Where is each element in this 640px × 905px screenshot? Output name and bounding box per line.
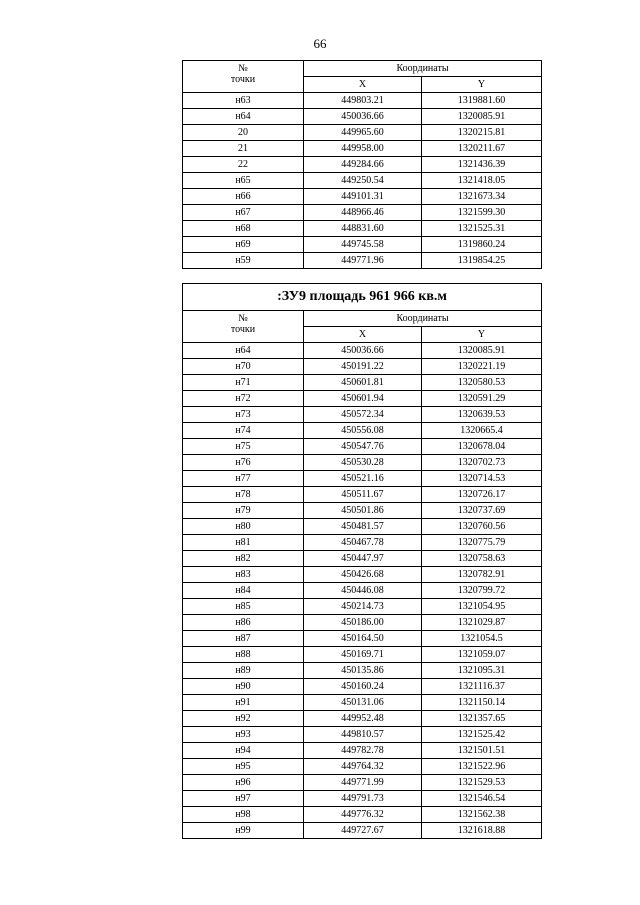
x-cell: 449771.99 [304, 775, 422, 791]
point-id-cell: н72 [183, 391, 304, 407]
y-cell: 1321529.53 [422, 775, 542, 791]
table-row [183, 455, 542, 471]
y-cell: 1320799.72 [422, 583, 542, 599]
table-row [183, 487, 542, 503]
y-cell: 1320760.56 [422, 519, 542, 535]
table-row [183, 775, 542, 791]
point-id-cell: н64 [183, 109, 304, 125]
number-sign: № [238, 313, 248, 324]
table-row [183, 519, 542, 535]
y-cell: 1321116.37 [422, 679, 542, 695]
point-id-cell: н70 [183, 359, 304, 375]
table-row [183, 125, 542, 141]
y-cell: 1320782.91 [422, 567, 542, 583]
point-id-cell: н87 [183, 631, 304, 647]
y-cell: 1320665.4 [422, 423, 542, 439]
x-cell: 450572.34 [304, 407, 422, 423]
point-id-cell: н86 [183, 615, 304, 631]
table-row [183, 567, 542, 583]
y-cell: 1321525.42 [422, 727, 542, 743]
point-id-cell: н82 [183, 551, 304, 567]
x-cell: 449745.58 [304, 237, 422, 253]
x-cell: 450521.16 [304, 471, 422, 487]
point-id-cell: н66 [183, 189, 304, 205]
y-cell: 1321546.54 [422, 791, 542, 807]
point-id-cell: 20 [183, 125, 304, 141]
table-2-body [183, 343, 542, 839]
point-id-cell: н81 [183, 535, 304, 551]
point-id-cell: н91 [183, 695, 304, 711]
x-cell: 450214.73 [304, 599, 422, 615]
table-row [183, 727, 542, 743]
number-sign: № [238, 63, 248, 74]
x-cell: 449771.96 [304, 253, 422, 269]
table-row [183, 807, 542, 823]
x-cell: 449958.00 [304, 141, 422, 157]
point-id-cell: н79 [183, 503, 304, 519]
table-row [183, 679, 542, 695]
coordinates-header: Координаты [304, 61, 542, 77]
point-id-cell: н94 [183, 743, 304, 759]
y-cell: 1320591.29 [422, 391, 542, 407]
point-id-cell: н68 [183, 221, 304, 237]
x-cell: 450447.97 [304, 551, 422, 567]
x-cell: 450446.08 [304, 583, 422, 599]
point-id-cell: н90 [183, 679, 304, 695]
x-cell: 450530.28 [304, 455, 422, 471]
y-cell: 1320639.53 [422, 407, 542, 423]
y-cell: 1321357.65 [422, 711, 542, 727]
y-cell: 1321525.31 [422, 221, 542, 237]
y-cell: 1320726.17 [422, 487, 542, 503]
y-cell: 1321054.95 [422, 599, 542, 615]
coordinates-table-2 [182, 283, 542, 839]
y-cell: 1321501.51 [422, 743, 542, 759]
table-row [183, 647, 542, 663]
y-cell: 1321029.87 [422, 615, 542, 631]
x-cell: 450169.71 [304, 647, 422, 663]
y-cell: 1319881.60 [422, 93, 542, 109]
point-id-cell: н88 [183, 647, 304, 663]
y-cell: 1320580.53 [422, 375, 542, 391]
y-cell: 1321436.39 [422, 157, 542, 173]
y-cell: 1320737.69 [422, 503, 542, 519]
table-row [183, 205, 542, 221]
table-row [183, 823, 542, 839]
table-row [183, 253, 542, 269]
x-cell: 449284.66 [304, 157, 422, 173]
y-cell: 1320758.63 [422, 551, 542, 567]
x-cell: 450426.68 [304, 567, 422, 583]
point-id-cell: н96 [183, 775, 304, 791]
table-row [183, 583, 542, 599]
x-cell: 448966.46 [304, 205, 422, 221]
table-row [183, 391, 542, 407]
point-id-cell: н71 [183, 375, 304, 391]
x-cell: 449250.54 [304, 173, 422, 189]
table-row [183, 375, 542, 391]
x-cell: 449965.60 [304, 125, 422, 141]
x-header: X [304, 77, 422, 93]
y-cell: 1321618.88 [422, 823, 542, 839]
parcel-title: :ЗУ9 площадь 961 966 кв.м [183, 284, 542, 311]
y-cell: 1321599.30 [422, 205, 542, 221]
x-cell: 450164.50 [304, 631, 422, 647]
table-row [183, 141, 542, 157]
y-cell: 1320215.81 [422, 125, 542, 141]
point-label: точки [230, 74, 256, 85]
x-cell: 450036.66 [304, 343, 422, 359]
x-cell: 450160.24 [304, 679, 422, 695]
x-cell: 450191.22 [304, 359, 422, 375]
y-cell: 1320714.53 [422, 471, 542, 487]
y-cell: 1321054.5 [422, 631, 542, 647]
table-row [183, 407, 542, 423]
x-cell: 450601.81 [304, 375, 422, 391]
x-cell: 450556.08 [304, 423, 422, 439]
y-cell: 1320775.79 [422, 535, 542, 551]
x-cell: 450601.94 [304, 391, 422, 407]
point-id-cell: н74 [183, 423, 304, 439]
point-number-header [183, 311, 304, 343]
x-cell: 450186.00 [304, 615, 422, 631]
x-cell: 449776.32 [304, 807, 422, 823]
table-row [183, 189, 542, 205]
y-cell: 1320221.19 [422, 359, 542, 375]
table-row [183, 791, 542, 807]
x-cell: 450501.86 [304, 503, 422, 519]
page-number: 66 [313, 36, 327, 51]
x-cell: 449791.73 [304, 791, 422, 807]
table-row [183, 109, 542, 125]
y-header: Y [422, 327, 542, 343]
x-cell: 449803.21 [304, 93, 422, 109]
x-cell: 450547.76 [304, 439, 422, 455]
point-id-cell: н69 [183, 237, 304, 253]
point-id-cell: н98 [183, 807, 304, 823]
y-cell: 1321418.05 [422, 173, 542, 189]
x-cell: 449810.57 [304, 727, 422, 743]
x-cell: 450036.66 [304, 109, 422, 125]
x-cell: 449764.32 [304, 759, 422, 775]
x-cell: 449952.48 [304, 711, 422, 727]
point-id-cell: н92 [183, 711, 304, 727]
point-id-cell: н84 [183, 583, 304, 599]
point-id-cell: н83 [183, 567, 304, 583]
point-id-cell: н89 [183, 663, 304, 679]
y-cell: 1320085.91 [422, 343, 542, 359]
table-row [183, 599, 542, 615]
x-cell: 450481.57 [304, 519, 422, 535]
table-row [183, 615, 542, 631]
coordinates-header: Координаты [304, 311, 542, 327]
table-row [183, 439, 542, 455]
point-id-cell: н95 [183, 759, 304, 775]
y-cell: 1319860.24 [422, 237, 542, 253]
point-id-cell: 22 [183, 157, 304, 173]
point-id-cell: н99 [183, 823, 304, 839]
y-cell: 1321059.07 [422, 647, 542, 663]
x-cell: 448831.60 [304, 221, 422, 237]
point-id-cell: н93 [183, 727, 304, 743]
y-cell: 1320678.04 [422, 439, 542, 455]
table-row [183, 423, 542, 439]
table-row [183, 663, 542, 679]
x-cell: 450135.86 [304, 663, 422, 679]
point-id-cell: н67 [183, 205, 304, 221]
x-cell: 449727.67 [304, 823, 422, 839]
point-id-cell: н97 [183, 791, 304, 807]
table-row [183, 535, 542, 551]
point-id-cell: 21 [183, 141, 304, 157]
table-row [183, 759, 542, 775]
point-id-cell: н78 [183, 487, 304, 503]
y-cell: 1319854.25 [422, 253, 542, 269]
y-cell: 1321095.31 [422, 663, 542, 679]
x-cell: 450467.78 [304, 535, 422, 551]
point-id-cell: н65 [183, 173, 304, 189]
point-id-cell: н64 [183, 343, 304, 359]
y-cell: 1320702.73 [422, 455, 542, 471]
table-row [183, 711, 542, 727]
point-id-cell: н80 [183, 519, 304, 535]
table-row [183, 237, 542, 253]
y-cell: 1321150.14 [422, 695, 542, 711]
x-cell: 450131.06 [304, 695, 422, 711]
y-cell: 1320085.91 [422, 109, 542, 125]
table-row [183, 93, 542, 109]
x-header: X [304, 327, 422, 343]
y-cell: 1320211.67 [422, 141, 542, 157]
table-row [183, 359, 542, 375]
table-row [183, 551, 542, 567]
table-row [183, 343, 542, 359]
table-row [183, 743, 542, 759]
x-cell: 449101.31 [304, 189, 422, 205]
table-row [183, 631, 542, 647]
table-row [183, 173, 542, 189]
y-cell: 1321673.34 [422, 189, 542, 205]
point-id-cell: н73 [183, 407, 304, 423]
y-cell: 1321562.38 [422, 807, 542, 823]
table-row [183, 471, 542, 487]
x-cell: 450511.67 [304, 487, 422, 503]
table-row [183, 695, 542, 711]
coordinates-table-1 [182, 60, 542, 269]
x-cell: 449782.78 [304, 743, 422, 759]
table-row [183, 221, 542, 237]
y-header: Y [422, 77, 542, 93]
point-id-cell: н77 [183, 471, 304, 487]
point-id-cell: н63 [183, 93, 304, 109]
table-1-body [183, 93, 542, 269]
point-number-header [183, 61, 304, 93]
table-row [183, 157, 542, 173]
point-id-cell: н76 [183, 455, 304, 471]
y-cell: 1321522.96 [422, 759, 542, 775]
point-id-cell: н75 [183, 439, 304, 455]
point-id-cell: н85 [183, 599, 304, 615]
table-row [183, 503, 542, 519]
point-label: точки [230, 324, 256, 335]
point-id-cell: н59 [183, 253, 304, 269]
